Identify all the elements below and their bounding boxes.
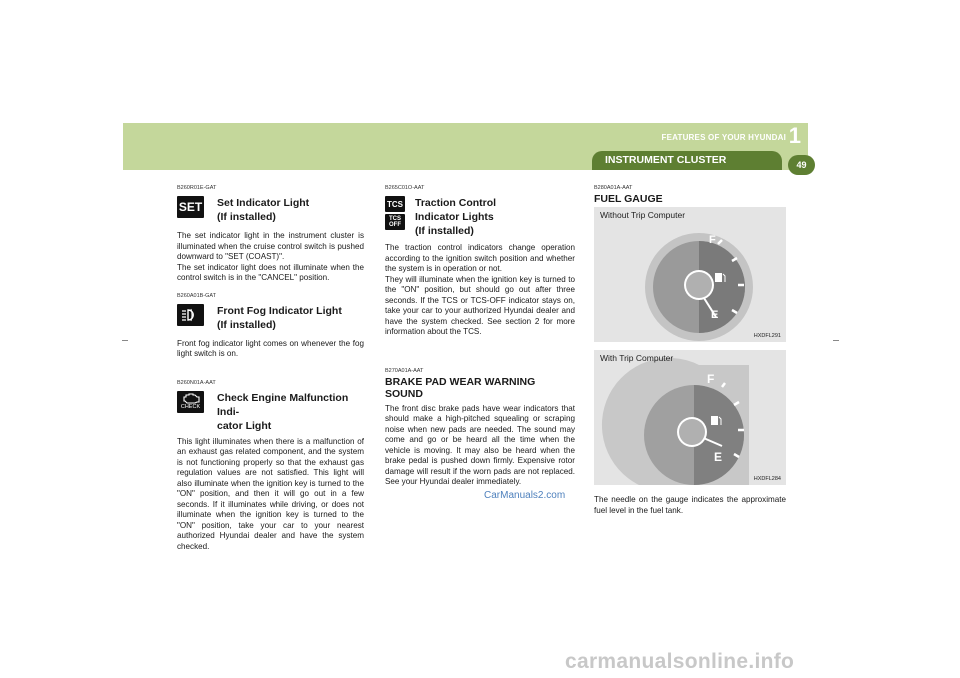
set-indicator-icon: SET — [177, 196, 204, 218]
page-number: 49 — [788, 155, 815, 175]
figure-caption: Without Trip Computer — [600, 210, 686, 220]
section-body: The front disc brake pads have wear indicators that should make a high-pitched squealing or scraping noise when new pads are needed. The sound may come and go or be heard all the time when the vehicle is moving. It may also be heard when the brake pedal is pushed down firmly. Expensive rotor damage will result if the worn pads are not replaced. See your Hyundai dealer immediately. — [385, 403, 575, 486]
check-engine-section — [177, 380, 364, 553]
section-heading: Check Engine Malfunction Indi- cator Light — [217, 391, 349, 432]
traction-control-section — [385, 185, 575, 338]
section-code: B260R01E-GAT — [177, 185, 217, 191]
section-body: This light illuminates when there is a malfunction of an exhaust gas related component, and the system is not functioning properly so that the exhaust gas regulation values are not satisfied. This light will also illuminate when the ignition key is turned to the "ON" position, and then it will go out in a few seconds. If it illuminates while driving, or does not illuminate when the ignition key is turned to the "ON" position, take your car to your nearest authorized Hyundai dealer and have the system checked. — [177, 436, 364, 551]
section-body: The needle on the gauge indicates the approximate fuel level in the fuel tank. — [594, 495, 786, 515]
fuel-gauge-figure — [594, 350, 786, 485]
fuel-gauge-figure — [594, 207, 786, 342]
gauge-empty-label: E — [714, 450, 723, 464]
crop-mark — [833, 340, 839, 341]
check-label: CHECK — [180, 404, 201, 410]
section-heading: Traction Control Indicator Lights (If installed) — [415, 197, 497, 237]
section-heading: FUEL GAUGE — [594, 193, 663, 205]
section-heading: BRAKE PAD WEAR WARNING SOUND — [385, 375, 536, 400]
left-column — [177, 185, 364, 561]
watermark-link[interactable]: CarManuals2.com — [484, 490, 566, 501]
section-code: B260N01A-AAT — [177, 379, 216, 386]
right-column — [594, 185, 786, 516]
engine-icon — [182, 393, 200, 404]
fog-indicator-section — [177, 293, 364, 360]
chapter-title: FEATURES OF YOUR HYUNDAI — [661, 133, 786, 142]
section-code: B280A01A-AAT — [594, 185, 633, 191]
section-body: Front fog indicator light comes on whenever the fog light switch is on. — [177, 338, 364, 358]
section-body: The traction control indicators change operation according to the ignition switch position and whether the system is in operation or not. They will illuminate when the ignition key is turned to the "ON" position, but should go out after three seconds. If the TCS or TCS-OFF indicator stays on, take your car to your authorized Hyundai dealer and have the system checked. See section 2 for more information about the TCS. — [385, 243, 575, 336]
section-title: INSTRUMENT CLUSTER — [605, 154, 727, 166]
section-code: B260A01B-GAT — [177, 292, 217, 299]
section-code: B265C01O-AAT — [385, 185, 425, 191]
footer-site[interactable]: carmanualsonline.info — [565, 650, 795, 673]
crop-mark — [122, 340, 128, 341]
set-indicator-section — [177, 185, 364, 284]
check-engine-icon — [177, 391, 204, 413]
figure-code: HXDFL291 — [753, 333, 781, 339]
brake-pad-section — [385, 368, 575, 488]
tcs-indicator-group — [385, 196, 405, 232]
gauge-empty-label: E — [711, 309, 719, 321]
figure-code: HXDFL284 — [753, 476, 781, 482]
section-heading: Set Indicator Light (If installed) — [217, 197, 310, 223]
section-body: The set indicator light in the instrument cluster is illuminated when the cruise control switch is pushed downward to "SET (COAST)". The set indicator light does not illuminate when the control switch is in the "CANCEL" position. — [177, 231, 364, 282]
section-code: B270A01A-AAT — [385, 367, 424, 374]
tcs-off-indicator-icon: TCS OFF — [385, 214, 405, 230]
chapter-number: 1 — [788, 123, 801, 148]
gauge-full-label: F — [709, 234, 716, 246]
section-tab — [592, 151, 782, 170]
middle-column — [385, 185, 575, 497]
front-fog-light-icon — [177, 304, 204, 326]
section-heading: Front Fog Indicator Light (If installed) — [217, 304, 342, 331]
gauge-full-label: F — [707, 372, 715, 386]
fuel-gauge-illustration — [594, 207, 786, 342]
figure-caption: With Trip Computer — [600, 353, 674, 363]
tcs-indicator-icon: TCS — [385, 196, 405, 212]
fuel-gauge-illustration — [594, 350, 786, 485]
